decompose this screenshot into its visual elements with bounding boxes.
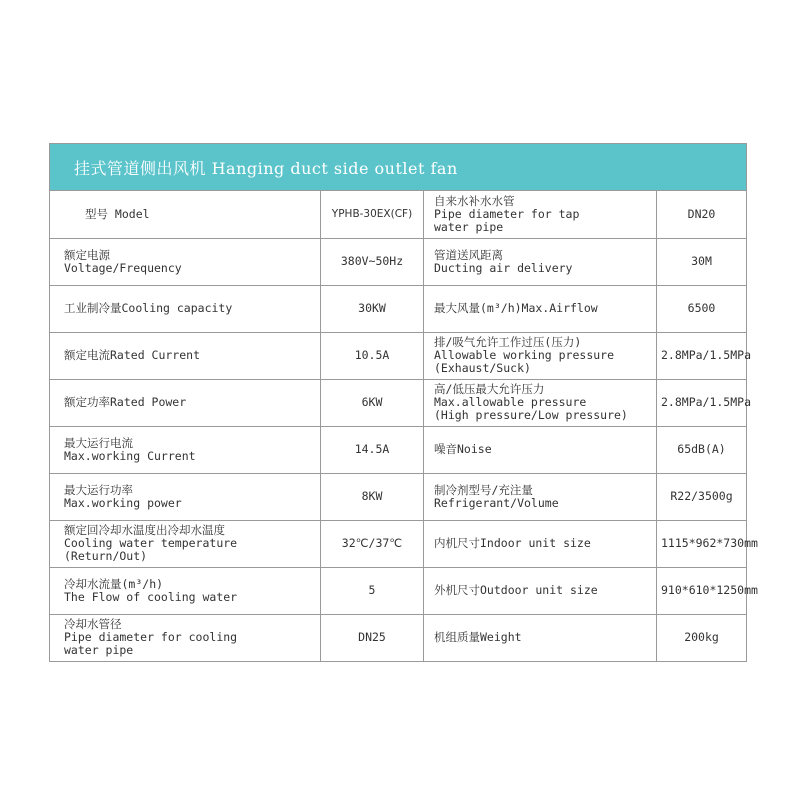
left-label-cell: [50, 473, 321, 520]
right-label-line: Ducting air delivery: [434, 260, 573, 275]
right-label-line: Allowable working pressure: [434, 348, 615, 362]
right-value-cell: R22/3500g: [657, 473, 747, 520]
right-label-line: 内机尺寸Indoor unit size: [434, 536, 591, 550]
left-label-line: 冷却水流量(m³/h): [64, 576, 164, 591]
left-label-line: 额定电流Rated Current: [64, 348, 201, 362]
right-label-line: 排/吸气允许工作过压(压力): [434, 335, 582, 349]
spec-row: [50, 332, 746, 379]
right-label-line: 噪音Noise: [434, 442, 492, 456]
right-label-line: 管道送风距离: [434, 247, 503, 262]
right-label-line: water pipe: [434, 219, 504, 234]
right-value-cell: 1115*962*730mm: [657, 520, 747, 567]
right-value-cell: 6500: [657, 285, 747, 332]
spec-row: [50, 614, 746, 661]
right-label-line: 机组质量Weight: [434, 630, 522, 645]
right-label-cell: [424, 520, 657, 567]
left-label-cell: [50, 285, 321, 332]
right-label-line: Pipe diameter for tap: [434, 206, 580, 221]
right-label-cell: [424, 238, 657, 285]
left-label-cell: [50, 614, 321, 661]
right-label-line: 外机尺寸Outdoor unit size: [434, 583, 598, 597]
left-label-cell: [50, 191, 321, 238]
left-value-cell: 6KW: [321, 379, 424, 426]
left-label-line: 最大运行电流: [64, 435, 133, 450]
right-label-line: 制冷剂型号/充注量: [434, 482, 533, 497]
right-value-cell: 910*610*1250mm: [657, 567, 747, 614]
right-label-line: 自来水补水水管: [434, 193, 515, 208]
left-label-line: Max.working Current: [64, 448, 196, 463]
left-label-line: 额定功率Rated Power: [64, 395, 187, 409]
right-value-cell: 30M: [657, 238, 747, 285]
left-label-cell: [50, 332, 321, 379]
spec-row: [50, 238, 746, 285]
spec-row: [50, 520, 746, 567]
left-label-cell: [50, 567, 321, 614]
left-value-cell: 10.5A: [321, 332, 424, 379]
sheet-title: 挂式管道侧出风机 Hanging duct side outlet fan: [50, 144, 746, 191]
left-label-cell: [50, 426, 321, 473]
spec-row: [50, 379, 746, 426]
left-label-line: Pipe diameter for cooling: [64, 630, 238, 645]
right-label-line: (Exhaust/Suck): [434, 361, 531, 375]
left-label-line: (Return/Out): [64, 549, 148, 563]
left-value-cell: YPHB-30EX(CF): [321, 191, 424, 238]
right-label-line: Refrigerant/Volume: [434, 495, 559, 510]
left-label-cell: [50, 379, 321, 426]
right-label-cell: [424, 285, 657, 332]
right-label-cell: [424, 473, 657, 520]
left-label-line: 冷却水管径: [64, 617, 122, 632]
left-label-line: 型号 Model: [85, 206, 150, 221]
left-value-cell: 380V~50Hz: [321, 238, 424, 285]
right-label-cell: [424, 379, 657, 426]
left-label-line: 额定回冷却水温度出冷却水温度: [64, 523, 225, 537]
left-label-line: Max.working power: [64, 495, 182, 510]
right-value-cell: 2.8MPa/1.5MPa: [657, 379, 747, 426]
spec-sheet: [49, 143, 758, 662]
right-value-cell: 200kg: [657, 614, 747, 661]
spec-row: [50, 285, 746, 332]
left-value-cell: 14.5A: [321, 426, 424, 473]
left-label-line: 工业制冷量Cooling capacity: [64, 301, 233, 315]
left-label-line: water pipe: [64, 643, 134, 658]
spec-table: [50, 191, 758, 661]
left-value-cell: 8KW: [321, 473, 424, 520]
left-value-cell: 5: [321, 567, 424, 614]
right-label-cell: [424, 567, 657, 614]
right-label-cell: [424, 614, 657, 661]
left-label-line: Voltage/Frequency: [64, 260, 182, 275]
right-value-cell: 2.8MPa/1.5MPa: [657, 332, 747, 379]
left-value-cell: 32℃/37℃: [321, 520, 424, 567]
right-label-line: 最大风量(m³/h)Max.Airflow: [434, 301, 598, 315]
left-label-line: The Flow of cooling water: [64, 589, 238, 604]
spec-row: [50, 473, 746, 520]
left-label-line: 最大运行功率: [64, 482, 133, 497]
right-label-line: Max.allowable pressure: [434, 395, 587, 409]
left-label-cell: [50, 238, 321, 285]
left-label-line: Cooling water temperature: [64, 536, 238, 550]
right-label-line: 高/低压最大允许压力: [434, 382, 545, 396]
spec-row: [50, 567, 746, 614]
right-value-cell: DN20: [657, 191, 747, 238]
right-value-cell: 65dB(A): [657, 426, 747, 473]
spec-row: [50, 191, 746, 238]
left-value-cell: DN25: [321, 614, 424, 661]
right-label-cell: [424, 426, 657, 473]
left-label-line: 额定电源: [64, 247, 110, 262]
left-label-cell: [50, 520, 321, 567]
right-label-line: (High pressure/Low pressure): [434, 408, 628, 422]
left-value-cell: 30KW: [321, 285, 424, 332]
spec-row: [50, 426, 746, 473]
right-label-cell: [424, 332, 657, 379]
right-label-cell: [424, 191, 657, 238]
